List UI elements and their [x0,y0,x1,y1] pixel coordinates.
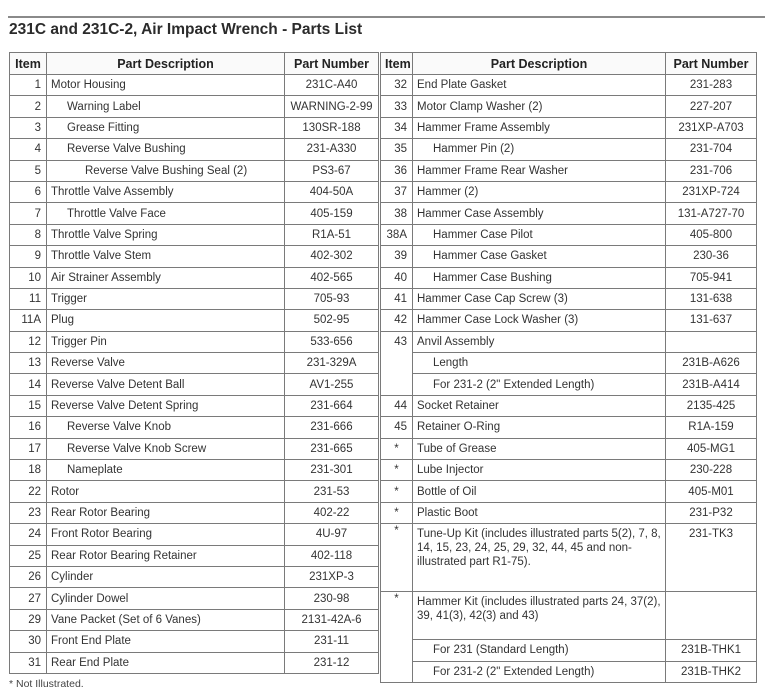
table-row [10,96,379,117]
part-description: Hammer Frame Assembly [413,117,666,138]
item-number: 31 [10,652,47,673]
part-description: For 231-2 (2" Extended Length) [413,374,666,395]
part-number: 402-22 [285,502,379,523]
item-number: * [381,524,413,592]
table-row [10,160,379,181]
table-row [381,395,757,416]
item-number: 1 [10,75,47,96]
part-number: 231-12 [285,652,379,673]
table-row [381,181,757,202]
table-row [10,609,379,630]
table-row [10,353,379,374]
part-number: 231-11 [285,631,379,652]
part-description: End Plate Gasket [413,75,666,96]
part-number: 231B-A414 [666,374,757,395]
part-number: 231-704 [666,139,757,160]
part-description: Hammer Case Lock Washer (3) [413,310,666,331]
item-number: 14 [10,374,47,395]
item-number: 16 [10,417,47,438]
table-row [381,160,757,181]
page-title: 231C and 231C-2, Air Impact Wrench - Parts List [9,21,363,38]
part-number: R1A-51 [285,224,379,245]
part-number: 4U-97 [285,524,379,545]
description-column-header: Part Description [413,53,666,75]
item-number: 27 [10,588,47,609]
part-description: Hammer Kit (includes illustrated parts 24, 37(2), 39, 41(3), 42(3) and 43) [413,592,666,640]
part-description: For 231-2 (2" Extended Length) [413,661,666,682]
item-number: 44 [381,395,413,416]
table-row [10,181,379,202]
part-number: 231-P32 [666,502,757,523]
item-number: 15 [10,395,47,416]
table-row [10,545,379,566]
part-number: 231-A330 [285,139,379,160]
table-row [381,417,757,438]
table-row [10,588,379,609]
item-number: 37 [381,181,413,202]
item-number: 4 [10,139,47,160]
item-number: 35 [381,139,413,160]
item-number: 36 [381,160,413,181]
part-description: Rotor [47,481,285,502]
item-number: * [381,502,413,523]
part-description: Motor Housing [47,75,285,96]
table-row [381,661,757,682]
part-number: 231-TK3 [666,524,757,592]
part-number: 231XP-3 [285,566,379,587]
part-description: Reverse Valve Knob [47,417,285,438]
parts-table-left [9,52,379,674]
part-number-column-header: Part Number [666,53,757,75]
part-number: 402-118 [285,545,379,566]
item-number: 25 [10,545,47,566]
table-row [10,438,379,459]
table-row [10,310,379,331]
part-description: For 231 (Standard Length) [413,640,666,661]
table-row [10,395,379,416]
table-row [381,460,757,481]
part-number: 231-664 [285,395,379,416]
table-row [10,652,379,673]
table-row [10,331,379,352]
item-number: 11A [10,310,47,331]
item-number: 32 [381,75,413,96]
table-row [381,524,757,592]
table-header-row [10,53,379,75]
table-row [10,75,379,96]
part-number: 230-36 [666,246,757,267]
item-number: * [381,481,413,502]
item-number: 18 [10,460,47,481]
part-number: 231-301 [285,460,379,481]
part-description: Rear Rotor Bearing [47,502,285,523]
item-number: 26 [10,566,47,587]
part-description: Hammer Frame Rear Washer [413,160,666,181]
part-number: 231-283 [666,75,757,96]
part-number: 402-302 [285,246,379,267]
part-description: Hammer Pin (2) [413,139,666,160]
table-row [381,117,757,138]
part-description: Plastic Boot [413,502,666,523]
item-number: * [381,438,413,459]
description-column-header: Part Description [47,53,285,75]
item-number [381,374,413,395]
part-description: Hammer Case Bushing [413,267,666,288]
item-number: 43 [381,331,413,352]
part-number: 231XP-A703 [666,117,757,138]
part-description: Retainer O-Ring [413,417,666,438]
part-description: Cylinder [47,566,285,587]
table-row [381,139,757,160]
item-number: 12 [10,331,47,352]
table-row [10,481,379,502]
table-row [381,640,757,661]
part-number: 231-666 [285,417,379,438]
part-description: Lube Injector [413,460,666,481]
item-number: 22 [10,481,47,502]
part-number: 230-98 [285,588,379,609]
part-description: Grease Fitting [47,117,285,138]
item-number: 10 [10,267,47,288]
part-description: Throttle Valve Assembly [47,181,285,202]
part-number: 131-638 [666,288,757,309]
table-row [10,117,379,138]
part-number: 2131-42A-6 [285,609,379,630]
part-description: Hammer Case Pilot [413,224,666,245]
item-number: 30 [10,631,47,652]
table-row [381,592,757,640]
item-number [381,661,413,682]
part-description: Tune-Up Kit (includes illustrated parts 5(2), 7, 8, 14, 15, 23, 24, 25, 29, 32, 44, 45 and non-illustrated part R1-75). [413,524,666,592]
part-number: PS3-67 [285,160,379,181]
item-number: 9 [10,246,47,267]
item-number: 45 [381,417,413,438]
item-number: 38A [381,224,413,245]
part-number: 231-706 [666,160,757,181]
part-description: Throttle Valve Stem [47,246,285,267]
part-description: Throttle Valve Face [47,203,285,224]
part-number-column-header: Part Number [285,53,379,75]
part-number: 405-MG1 [666,438,757,459]
table-row [381,438,757,459]
item-number: 24 [10,524,47,545]
table-row [10,246,379,267]
table-row [381,267,757,288]
part-number: AV1-255 [285,374,379,395]
part-description: Rear Rotor Bearing Retainer [47,545,285,566]
part-number: 231B-THK1 [666,640,757,661]
part-number: 405-159 [285,203,379,224]
part-description: Air Strainer Assembly [47,267,285,288]
top-rule [8,16,765,18]
part-description: Hammer Case Gasket [413,246,666,267]
part-number: 404-50A [285,181,379,202]
table-row [381,96,757,117]
item-number: 8 [10,224,47,245]
part-description: Hammer (2) [413,181,666,202]
item-number: 5 [10,160,47,181]
part-number: 231-329A [285,353,379,374]
item-number [381,353,413,374]
part-description: Reverse Valve Bushing [47,139,285,160]
table-row [10,139,379,160]
part-number: 231-53 [285,481,379,502]
item-number: * [381,592,413,640]
part-description: Socket Retainer [413,395,666,416]
table-row [381,481,757,502]
table-row [10,524,379,545]
item-number: 41 [381,288,413,309]
part-description: Anvil Assembly [413,331,666,352]
part-number: WARNING-2-99 [285,96,379,117]
item-number [381,640,413,661]
part-number: 2135-425 [666,395,757,416]
table-row [10,631,379,652]
item-number: 3 [10,117,47,138]
table-row [381,374,757,395]
footnote: * Not Illustrated. [9,678,84,690]
item-number: 42 [381,310,413,331]
part-description: Reverse Valve Knob Screw [47,438,285,459]
part-number: 230-228 [666,460,757,481]
part-description: Bottle of Oil [413,481,666,502]
item-number: 2 [10,96,47,117]
part-number: 402-565 [285,267,379,288]
part-number: 231B-A626 [666,353,757,374]
part-description: Trigger [47,288,285,309]
table-row [381,310,757,331]
part-description: Hammer Case Assembly [413,203,666,224]
table-row [10,267,379,288]
table-row [10,224,379,245]
part-number: 405-M01 [666,481,757,502]
part-description: Vane Packet (Set of 6 Vanes) [47,609,285,630]
part-number: 227-207 [666,96,757,117]
table-row [10,417,379,438]
part-description: Reverse Valve Bushing Seal (2) [47,160,285,181]
part-description: Length [413,353,666,374]
item-number: 33 [381,96,413,117]
part-number: 131-637 [666,310,757,331]
table-row [381,288,757,309]
table-row [381,502,757,523]
item-number: 38 [381,203,413,224]
table-row [10,502,379,523]
table-row [10,374,379,395]
part-description: Tube of Grease [413,438,666,459]
part-description: Plug [47,310,285,331]
part-description: Motor Clamp Washer (2) [413,96,666,117]
item-number: * [381,460,413,481]
part-number: 405-800 [666,224,757,245]
part-number: 502-95 [285,310,379,331]
item-column-header: Item [381,53,413,75]
part-number: 231C-A40 [285,75,379,96]
table-row [10,203,379,224]
table-row [10,288,379,309]
table-row [381,75,757,96]
part-number: 231XP-724 [666,181,757,202]
table-row [381,353,757,374]
item-number: 6 [10,181,47,202]
table-row [381,331,757,352]
item-number: 39 [381,246,413,267]
part-number: 231B-THK2 [666,661,757,682]
part-number: 131-A727-70 [666,203,757,224]
table-row [10,566,379,587]
part-number: 705-941 [666,267,757,288]
item-number: 13 [10,353,47,374]
part-description: Reverse Valve Detent Spring [47,395,285,416]
table-row [381,224,757,245]
part-description: Nameplate [47,460,285,481]
part-number: 130SR-188 [285,117,379,138]
table-header-row [381,53,757,75]
part-number: 705-93 [285,288,379,309]
part-description: Cylinder Dowel [47,588,285,609]
part-description: Reverse Valve [47,353,285,374]
part-number: 533-656 [285,331,379,352]
item-number: 7 [10,203,47,224]
table-row [381,203,757,224]
item-number: 11 [10,288,47,309]
parts-table-right [380,52,757,683]
part-description: Reverse Valve Detent Ball [47,374,285,395]
part-description: Throttle Valve Spring [47,224,285,245]
item-number: 29 [10,609,47,630]
part-description: Trigger Pin [47,331,285,352]
part-description: Front End Plate [47,631,285,652]
table-row [381,246,757,267]
part-number [666,592,757,640]
item-number: 40 [381,267,413,288]
table-row [10,460,379,481]
item-column-header: Item [10,53,47,75]
part-description: Hammer Case Cap Screw (3) [413,288,666,309]
part-description: Rear End Plate [47,652,285,673]
part-number: R1A-159 [666,417,757,438]
part-description: Front Rotor Bearing [47,524,285,545]
part-number: 231-665 [285,438,379,459]
item-number: 23 [10,502,47,523]
item-number: 17 [10,438,47,459]
part-description: Warning Label [47,96,285,117]
item-number: 34 [381,117,413,138]
part-number [666,331,757,352]
